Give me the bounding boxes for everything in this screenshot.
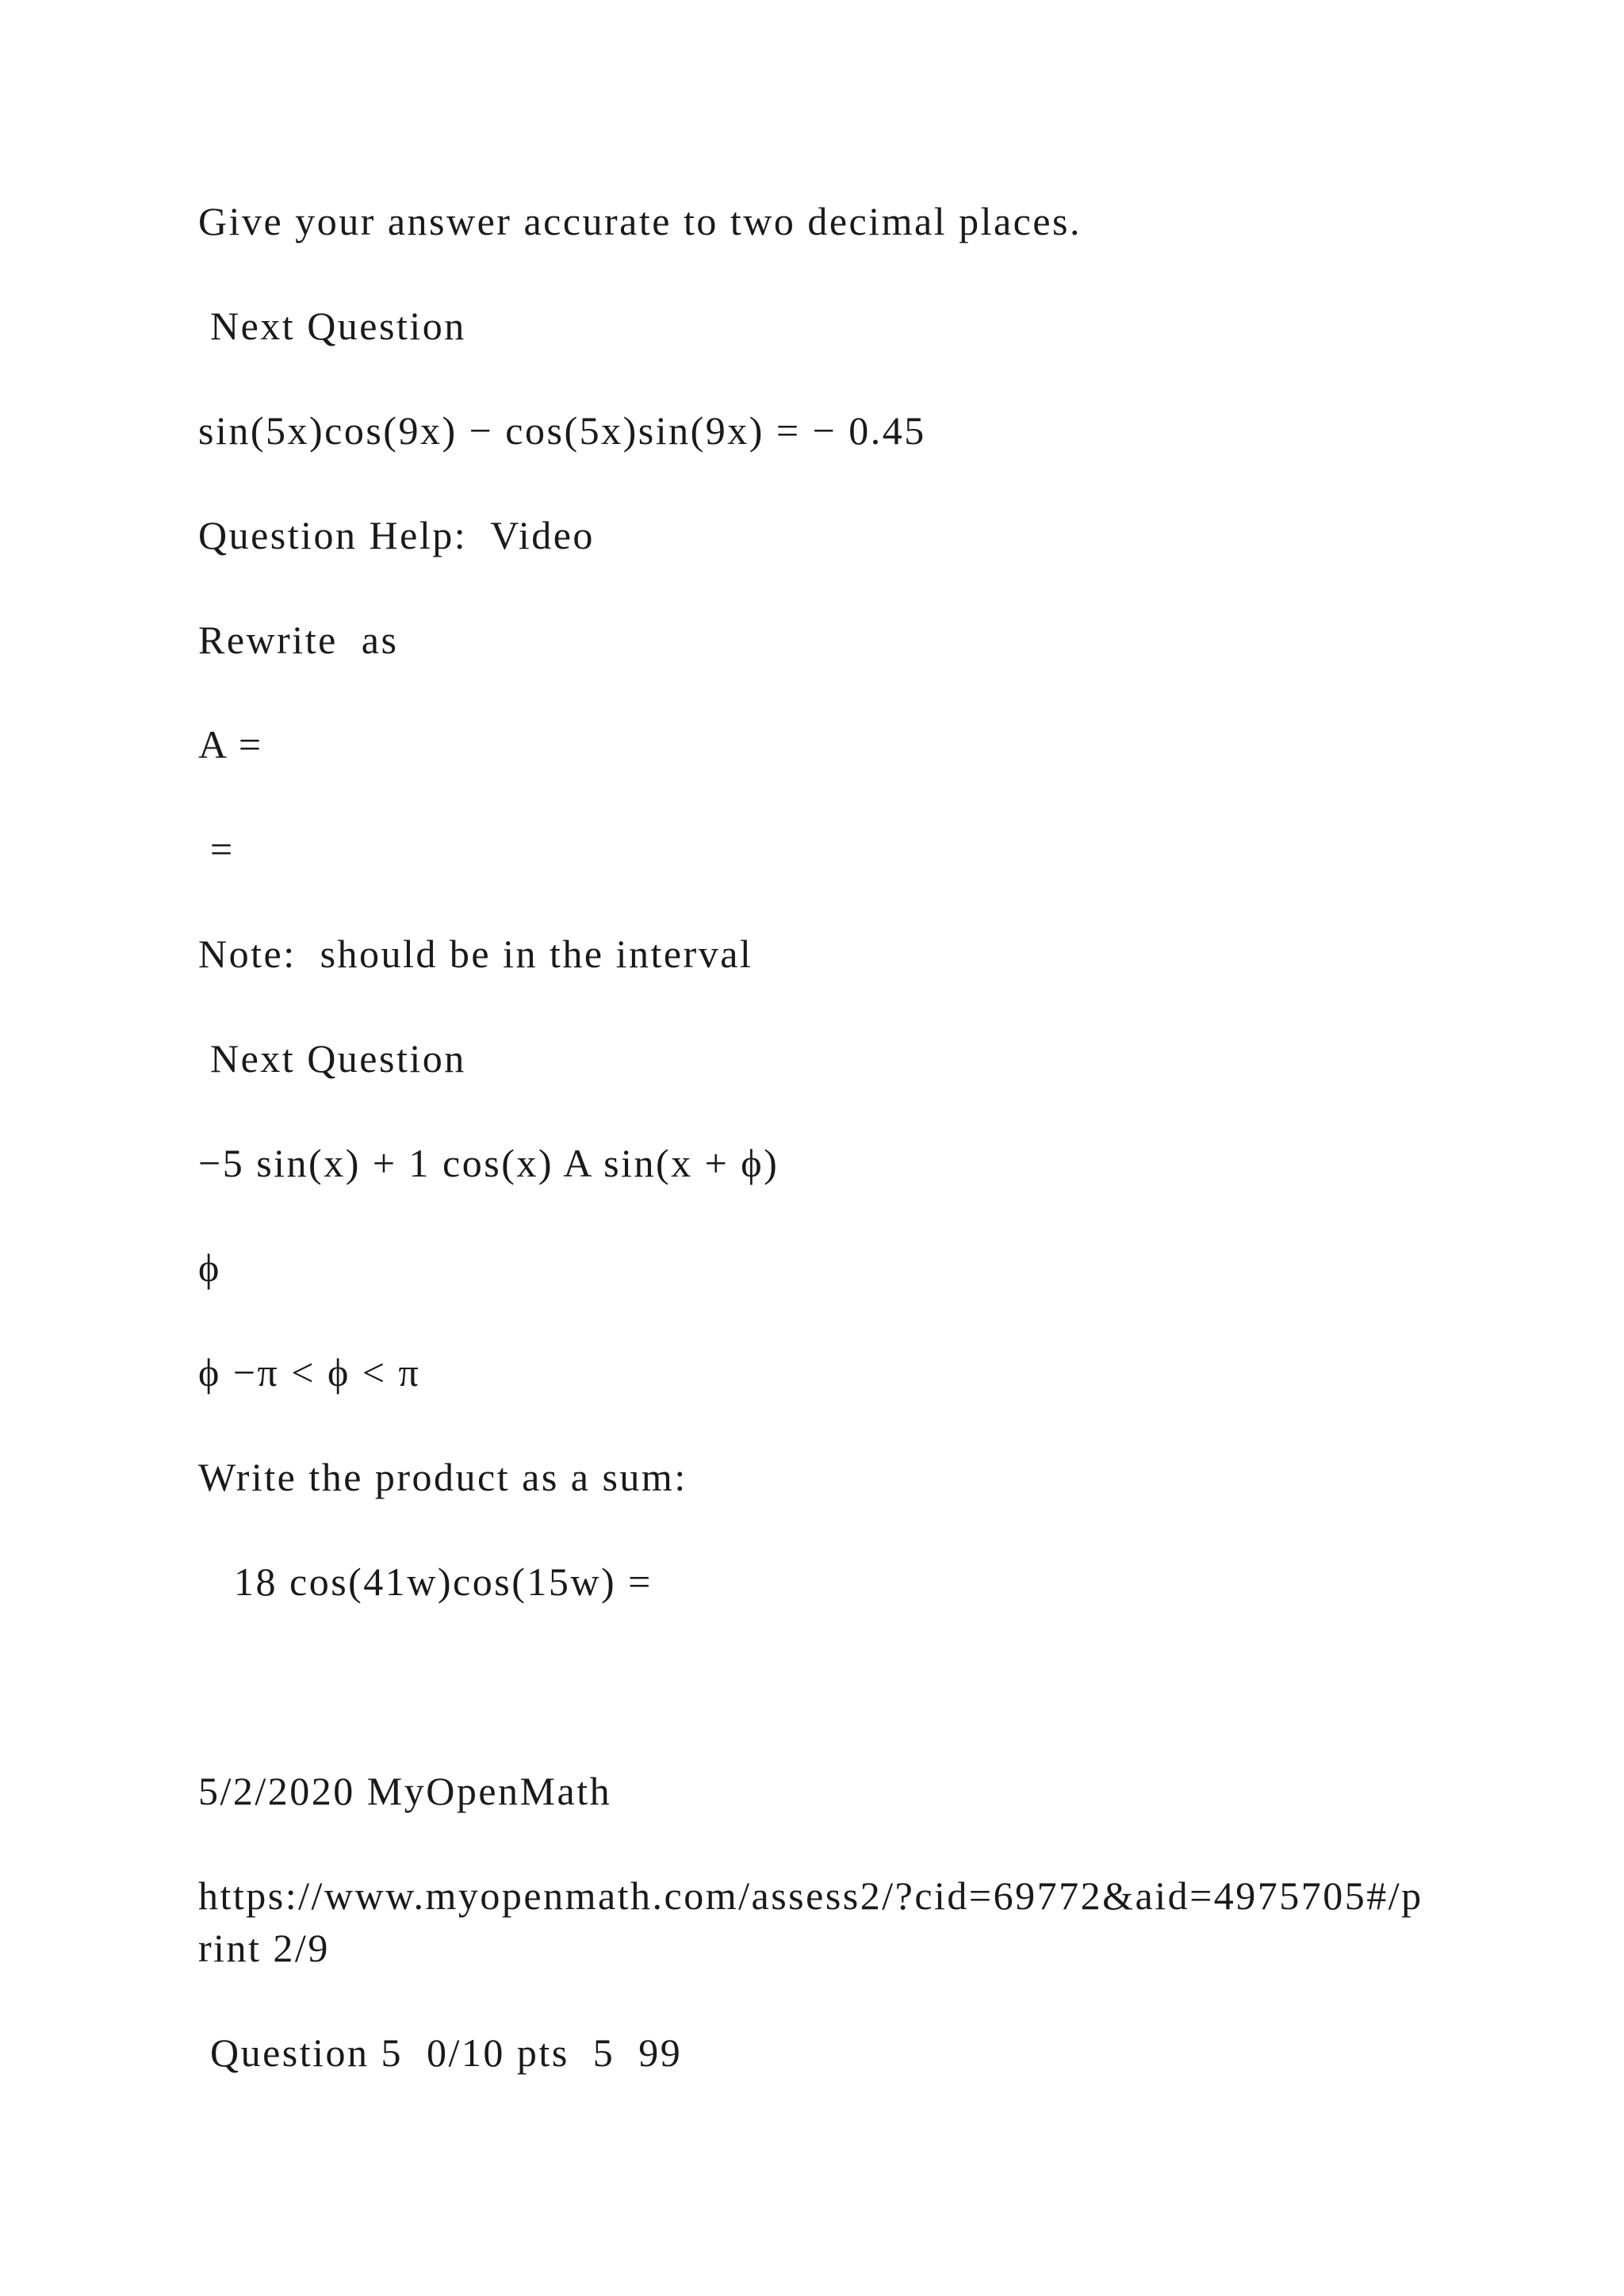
next-question-link[interactable]: Next Question [198,304,466,348]
print-header-date: 5/2/2020 MyOpenMath [198,1769,612,1813]
interval-text: ϕ −π < ϕ < π [198,1350,421,1395]
product-expression: 18 cos(41w)cos(15w) = [198,1559,653,1604]
equation-text: sin(5x)cos(9x) − cos(5x)sin(9x) = − 0.45 [198,408,926,453]
note-text: Note: should be in the interval [198,932,753,976]
print-header-url[interactable]: https://www.myopenmath.com/assess2/?cid=69772&aid=4975705#/print 2/9 [198,1873,1423,1970]
next-question-link[interactable]: Next Question [198,1036,466,1081]
phi-symbol: ϕ [198,1246,221,1290]
rewrite-prompt: Rewrite as [198,618,399,662]
instruction-text: Give your answer accurate to two decimal places. [198,199,1082,243]
expression-text: −5 sin(x) + 1 cos(x) A sin(x + ϕ) [198,1141,779,1185]
amplitude-label: A = [198,722,263,767]
question-score: Question 5 0/10 pts 5 99 [198,2030,683,2075]
product-prompt: Write the product as a sum: [198,1455,688,1499]
question-help-link[interactable]: Question Help: Video [198,513,595,557]
phase-label: = [198,827,235,871]
